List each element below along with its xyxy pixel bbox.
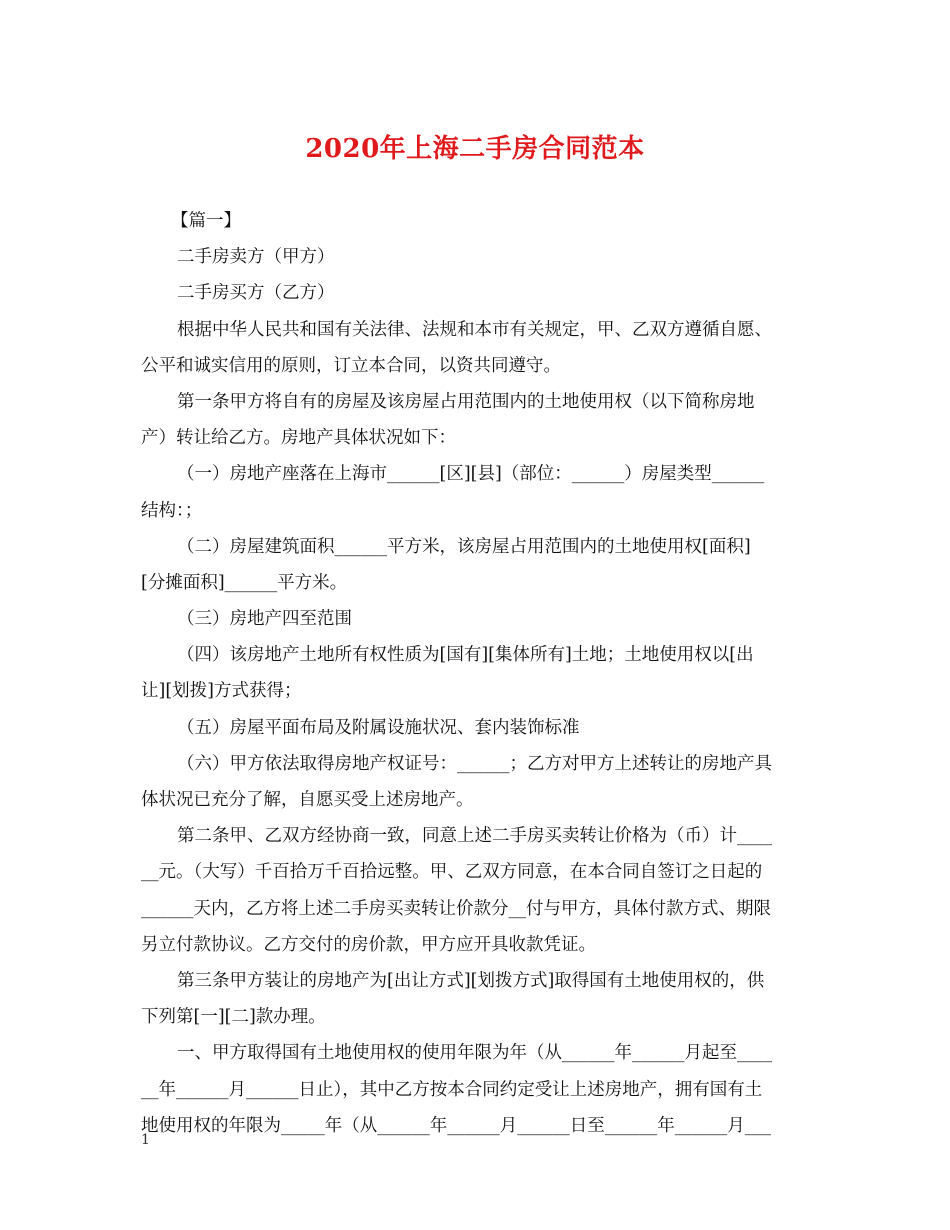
article-three-line: 第三条甲方装让的房地产为[出让方式][划拨方式]取得国有土地使用权的，供 bbox=[177, 970, 765, 991]
clause-item-line: （五）房屋平面布局及附属设施状况、套内装饰标准 bbox=[177, 717, 580, 738]
section-heading: 【篇一】 bbox=[171, 211, 241, 231]
paragraph-line: [分摊面积]______平方米。 bbox=[141, 572, 348, 593]
paragraph-line: 让][划拨]方式获得； bbox=[141, 681, 302, 702]
clause-item-line: 一、甲方取得国有土地使用权的使用年限为年（从______年______月起至____ bbox=[177, 1043, 772, 1064]
paragraph-line: 体状况已充分了解，自愿买受上述房地产。 bbox=[141, 790, 474, 810]
clause-item-line: （三）房地产四至范围 bbox=[177, 609, 352, 630]
paragraph-line: 结构：； bbox=[141, 500, 203, 521]
paragraph-line: ______天内，乙方将上述二手房买卖转让价款分__付与甲方，具体付款方式、期限 bbox=[141, 898, 771, 919]
paragraph-line: __元。（大写）千百拾万千百拾远整。甲、乙双方同意，在本合同自签订之日起的 bbox=[141, 862, 763, 883]
clause-item-line: （四）该房地产土地所有权性质为[国有][集体所有]土地；土地使用权以[出 bbox=[177, 645, 754, 666]
document-title: 2020年上海二手房合同范本 bbox=[305, 134, 645, 164]
paragraph-line: __年______月______日止），其中乙方按本合同约定受让上述房地产，拥有国有土 bbox=[141, 1079, 763, 1100]
paragraph-line: 公平和诚实信用的原则，订立本合同，以资共同遵守。 bbox=[141, 355, 561, 376]
buyer-label: 二手房买方（乙方） bbox=[177, 283, 335, 304]
paragraph-line: 下列第[一][二]款办理。 bbox=[141, 1007, 326, 1028]
paragraph-line: 根据中华人民共和国有关法律、法规和本市有关规定，甲、乙双方遵循自愿、 bbox=[177, 319, 772, 340]
clause-item-line: （一）房地产座落在上海市______[区][县]（部位：______）房屋类型______ bbox=[177, 464, 765, 485]
seller-label: 二手房卖方（甲方） bbox=[177, 247, 335, 268]
paragraph-line: 另立付款协议。乙方交付的房价款，甲方应开具收款凭证。 bbox=[141, 934, 596, 955]
paragraph-line: 产）转让给乙方。房地产具体状况如下： bbox=[141, 428, 456, 449]
paragraph-line: 地使用权的年限为_____年（从______年______月______日至______年______月___ bbox=[141, 1115, 771, 1136]
page-number: 1 bbox=[141, 1132, 150, 1148]
clause-item-line: （二）房屋建筑面积______平方米，该房屋占用范围内的土地使用权[面积] bbox=[177, 536, 751, 557]
clause-item-line: （六）甲方依法取得房地产权证号：______；乙方对甲方上述转让的房地产具 bbox=[177, 753, 772, 774]
document-body bbox=[141, 203, 811, 1144]
article-two-line: 第二条甲、乙双方经协商一致，同意上述二手房买卖转让价格为（币）计____ bbox=[177, 826, 772, 847]
article-one-line: 第一条甲方将自有的房屋及该房屋占用范围内的土地使用权（以下简称房地 bbox=[177, 391, 755, 412]
